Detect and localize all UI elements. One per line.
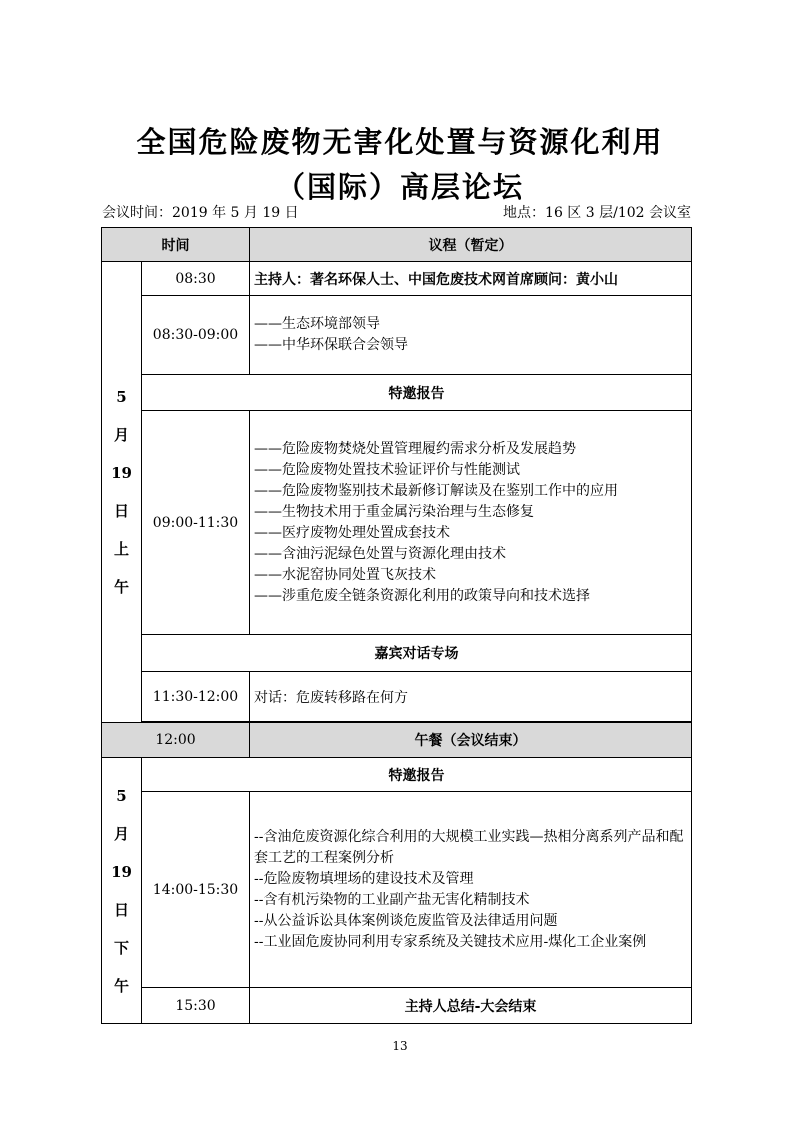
page-title-line2: （国际）高层论坛 xyxy=(275,170,524,204)
host-text: 主持人：著名环保人士、中国危废技术网首席顾问：黄小山 xyxy=(250,262,692,296)
section-title-afternoon-reports: 特邀报告 xyxy=(142,758,692,792)
list-item: ——涉重危废全链条资源化利用的政策导向和技术选择 xyxy=(254,587,590,604)
section-title-invited-reports: 特邀报告 xyxy=(142,375,692,411)
closing-time: 15:30 xyxy=(142,988,250,1024)
day-label-char: 月 xyxy=(113,824,129,843)
day-label-char: 午 xyxy=(113,578,129,596)
list-item: ——水泥窑协同处置飞灰技术 xyxy=(254,566,436,583)
report2-time: 14:00-15:30 xyxy=(142,792,250,988)
page-number: 13 xyxy=(392,1039,408,1053)
day-label-char: 日 xyxy=(113,900,129,919)
list-item: ——生态环境部领导 xyxy=(254,316,380,332)
list-item: ——危险废物鉴别技术最新修订解读及在鉴别工作中的应用 xyxy=(254,482,618,499)
opening-time: 08:30-09:00 xyxy=(142,296,250,375)
list-item: --含油危废资源化综合利用的大规模工业实践—热相分离系列产品和配套工艺的工程案例分析 xyxy=(254,828,684,866)
report1-time: 09:00-11:30 xyxy=(142,411,250,635)
day-label-char: 下 xyxy=(113,938,129,957)
day-label-char: 19 xyxy=(111,464,132,482)
lunch-text: 午餐（会议结束） xyxy=(250,723,692,758)
list-item: ——危险废物焚烧处置管理履约需求分析及发展趋势 xyxy=(254,440,576,457)
report2-items xyxy=(250,792,692,988)
header-time: 时间 xyxy=(102,228,250,262)
day-label-char: 5 xyxy=(116,786,127,805)
list-item: ——生物技术用于重金属污染治理与生态修复 xyxy=(254,503,534,520)
day-label-char: 上 xyxy=(113,540,129,558)
day-label-char: 午 xyxy=(113,976,129,995)
page-title-line1: 全国危险废物无害化处置与资源化利用 xyxy=(136,125,664,159)
list-item: ——危险废物处置技术验证评价与性能测试 xyxy=(254,461,520,478)
closing-text: 主持人总结-大会结束 xyxy=(250,988,692,1024)
list-item: ——中华环保联合会领导 xyxy=(254,337,408,353)
day-label-char: 日 xyxy=(113,502,129,520)
opening-items xyxy=(250,296,692,375)
meeting-time: 会议时间：2019 年 5 月 19 日 xyxy=(102,205,299,221)
lunch-time: 12:00 xyxy=(102,723,250,758)
list-item: --工业固危废协同利用专家系统及关键技术应用-煤化工企业案例 xyxy=(254,933,647,950)
morning-day-label xyxy=(102,262,142,723)
list-item: ——医疗废物处理处置成套技术 xyxy=(254,524,450,541)
report1-items xyxy=(250,411,692,635)
list-item: --从公益诉讼具体案例谈危废监管及法律适用问题 xyxy=(254,912,558,929)
dialog-time: 11:30-12:00 xyxy=(142,672,250,722)
list-item: ——含油污泥绿色处置与资源化理由技术 xyxy=(254,545,506,562)
afternoon-day-label xyxy=(102,758,142,1024)
day-label-char: 月 xyxy=(113,426,129,444)
day-label-char: 19 xyxy=(111,862,132,881)
day-label-char: 5 xyxy=(116,388,127,406)
meeting-location: 地点：16 区 3 层/102 会议室 xyxy=(503,205,691,221)
section-title-dialogue: 嘉宾对话专场 xyxy=(142,635,692,672)
list-item: --危险废物填埋场的建设技术及管理 xyxy=(254,870,474,887)
dialog-text: 对话：危废转移路在何方 xyxy=(250,672,692,722)
header-agenda: 议程（暂定） xyxy=(250,228,692,262)
host-time: 08:30 xyxy=(142,262,250,296)
agenda-table xyxy=(101,227,692,1024)
list-item: --含有机污染物的工业副产盐无害化精制技术 xyxy=(254,891,530,908)
